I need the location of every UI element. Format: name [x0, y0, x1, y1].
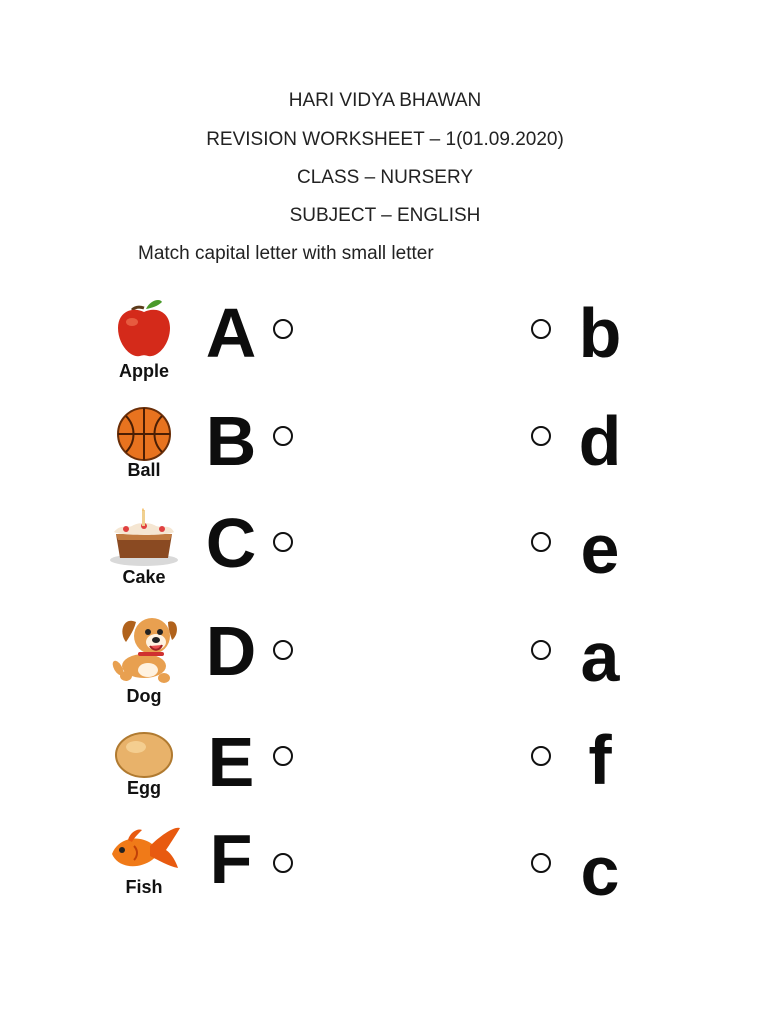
capital-letter: F [209, 820, 253, 898]
school-name: HARI VIDYA BHAWAN [288, 90, 482, 111]
match-row-c [0, 504, 770, 618]
capital-match-dot[interactable] [273, 426, 293, 446]
fish-icon [104, 820, 184, 884]
subject-line: SUBJECT – ENGLISH [289, 205, 481, 226]
apple-icon [104, 296, 184, 360]
capital-match-dot[interactable] [273, 319, 293, 339]
picture-label: Egg [127, 778, 161, 798]
small-match-dot[interactable] [531, 640, 551, 660]
picture-label: Apple [118, 361, 169, 381]
small-letter: f [588, 721, 612, 799]
cake-icon [104, 508, 184, 572]
small-letter: d [578, 402, 622, 480]
worksheet-title: REVISION WORKSHEET – 1(01.09.2020) [206, 129, 564, 150]
match-row-f [0, 820, 770, 930]
small-letter: a [580, 618, 620, 696]
small-match-dot[interactable] [531, 319, 551, 339]
capital-letter: C [205, 504, 257, 582]
capital-match-dot[interactable] [273, 532, 293, 552]
match-row-b [0, 404, 770, 514]
capital-letter: B [205, 402, 257, 480]
match-row-a [0, 296, 770, 406]
small-match-dot[interactable] [531, 746, 551, 766]
picture-label: Dog [126, 686, 162, 706]
instruction: Match capital letter with small letter [138, 243, 434, 264]
ball-icon [104, 404, 184, 468]
small-match-dot[interactable] [531, 426, 551, 446]
capital-match-dot[interactable] [273, 640, 293, 660]
dog-icon [104, 612, 184, 688]
picture-label: Cake [122, 567, 166, 587]
small-letter: e [580, 510, 620, 588]
match-row-d [0, 612, 770, 722]
picture-label: Fish [125, 877, 163, 897]
capital-letter: D [205, 612, 257, 690]
small-letter: b [578, 294, 622, 372]
small-match-dot[interactable] [531, 532, 551, 552]
picture-label: Ball [127, 460, 161, 480]
capital-match-dot[interactable] [273, 853, 293, 873]
small-letter: c [580, 832, 620, 910]
class-line: CLASS – NURSERY [297, 167, 473, 188]
capital-letter: A [205, 294, 257, 372]
capital-letter: E [207, 723, 255, 801]
capital-match-dot[interactable] [273, 746, 293, 766]
small-match-dot[interactable] [531, 853, 551, 873]
